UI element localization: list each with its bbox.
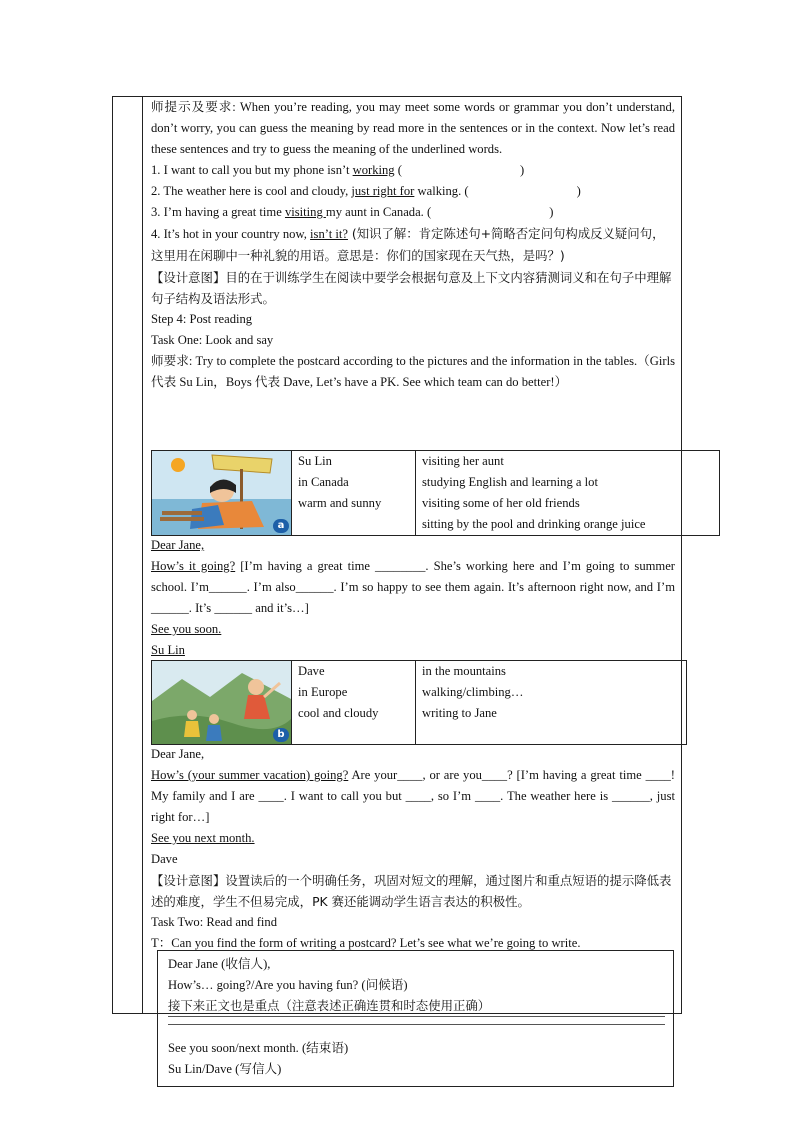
form-body-line: 接下来正文也是重点（注意表述正确连贯和时态使用正确） bbox=[168, 996, 665, 1017]
form-blank-rule bbox=[168, 1024, 665, 1025]
basic-info-cell bbox=[292, 661, 416, 745]
design-intent-2: 【设计意图】设置读后的一个明确任务，巩固对短文的理解，通过图片和重点短语的提示降低表述的难度，学生不但易完成，PK 赛还能调动学生语言表达的积极性。 bbox=[151, 873, 672, 909]
picture-label-badge: b bbox=[273, 728, 289, 742]
sentence-1: 1. I want to call you but my phone isn’t working ( ) bbox=[151, 163, 525, 177]
info-name: Su Lin bbox=[298, 454, 332, 468]
postcard-b-signature: Dave bbox=[151, 852, 178, 866]
postcard-a bbox=[151, 535, 675, 661]
activity-item: visiting some of her old friends bbox=[422, 496, 580, 510]
activity-item: studying English and learning a lot bbox=[422, 475, 598, 489]
postcard-a-signature: Su Lin bbox=[151, 643, 185, 657]
task-two-heading: Task Two: Read and find bbox=[151, 915, 278, 929]
form-signature-line: Su Lin/Dave (写信人) bbox=[168, 1062, 282, 1076]
form-closing-line: See you soon/next month. (结束语) bbox=[168, 1041, 349, 1055]
mountain-scene-illustration bbox=[152, 661, 291, 744]
postcard-a-body: How’s it going? [I’m having a great time ________. She’s working here and I’m going to summer school. I’m______. I’m also______. I’m so happy to see them again. It’s afternoon right now, and I’m ______. It’s ______ and it’s…] bbox=[151, 559, 675, 615]
postcard-b-body: How’s (your summer vacation) going? Are your____, or are you____? [I’m having a great time ____! My family and I are ____. I want to call you but ____, so I’m ____. The weather here is ______, just right for…] bbox=[151, 768, 675, 824]
postcard-a-closing: See you soon. bbox=[151, 622, 222, 636]
form-greeting-line: How’s… going?/Are you having fun? (问候语) bbox=[168, 978, 408, 992]
activity-item: sitting by the pool and drinking orange juice bbox=[422, 517, 646, 531]
task-one-heading: Task One: Look and say bbox=[151, 333, 274, 347]
teacher-requirement: 师要求: Try to complete the postcard according to the pictures and the information in the tables.（Girls 代表 Su Lin，Boys 代表 Dave, Let’s have a PK. See which team can do better!） bbox=[151, 354, 675, 389]
su-lin-picture bbox=[152, 451, 291, 535]
beach-scene-illustration bbox=[152, 451, 291, 535]
sentence-2: 2. The weather here is cool and cloudy, just right for walking. ( ) bbox=[151, 184, 581, 198]
activities-cell bbox=[416, 661, 687, 745]
postcard-b-closing: See you next month. bbox=[151, 831, 255, 845]
info-place: in Canada bbox=[298, 475, 349, 489]
sentence-3: 3. I’m having a great time visiting my aunt in Canada. ( ) bbox=[151, 205, 554, 219]
form-recipient-line: Dear Jane (收信人), bbox=[168, 957, 271, 971]
underlined-word: isn’t it? bbox=[310, 227, 348, 241]
info-name: Dave bbox=[298, 664, 325, 678]
picture-label-badge: a bbox=[273, 519, 289, 533]
info-table-dave bbox=[151, 660, 687, 745]
activity-item: visiting her aunt bbox=[422, 454, 504, 468]
info-weather: cool and cloudy bbox=[298, 706, 379, 720]
underlined-word: working bbox=[352, 163, 395, 177]
info-place: in Europe bbox=[298, 685, 348, 699]
activity-item: in the mountains bbox=[422, 664, 506, 678]
activity-item: writing to Jane bbox=[422, 706, 497, 720]
postcard-b-salutation: Dear Jane, bbox=[151, 747, 205, 761]
intro-paragraph: 师提示及要求: When you’re reading, you may meet some words or grammar you don’t understand, don’t worry, you can guess the meaning by read more in the sentences or in the context. Now let’s read these sentences and try to guess the meaning of the underlined words. bbox=[151, 100, 675, 156]
underlined-word: visiting bbox=[284, 205, 326, 219]
activities-cell bbox=[416, 451, 720, 536]
design-intent-1: 【设计意图】目的在于训练学生在阅读中要学会根据句意及上下文内容猜测词义和在句子中理解句子结构及语法形式。 bbox=[151, 270, 672, 306]
info-weather: warm and sunny bbox=[298, 496, 382, 510]
postcard-form-box bbox=[157, 950, 674, 1087]
activity-item: walking/climbing… bbox=[422, 685, 524, 699]
lesson-content bbox=[151, 97, 675, 393]
info-table-su-lin bbox=[151, 450, 720, 536]
postcard-a-salutation: Dear Jane, bbox=[151, 538, 205, 552]
step-heading: Step 4: Post reading bbox=[151, 312, 253, 326]
dave-picture bbox=[152, 661, 291, 744]
left-margin-column bbox=[112, 96, 142, 1014]
teacher-question: T：Can you find the form of writing a postcard? Let’s see what we’re going to write. bbox=[151, 936, 581, 950]
postcard-b bbox=[151, 744, 675, 954]
underlined-word: just right for bbox=[351, 184, 415, 198]
basic-info-cell bbox=[292, 451, 416, 536]
picture-cell bbox=[152, 661, 292, 745]
sentence-4: 4. It’s hot in your country now, isn’t it? (知识了解：肯定陈述句+简略否定问句构成反义疑问句，这里用在闲聊中一种礼貌的用语。意思是：你们的国家现在天气热，是吗？) bbox=[151, 226, 665, 263]
picture-cell bbox=[152, 451, 292, 536]
